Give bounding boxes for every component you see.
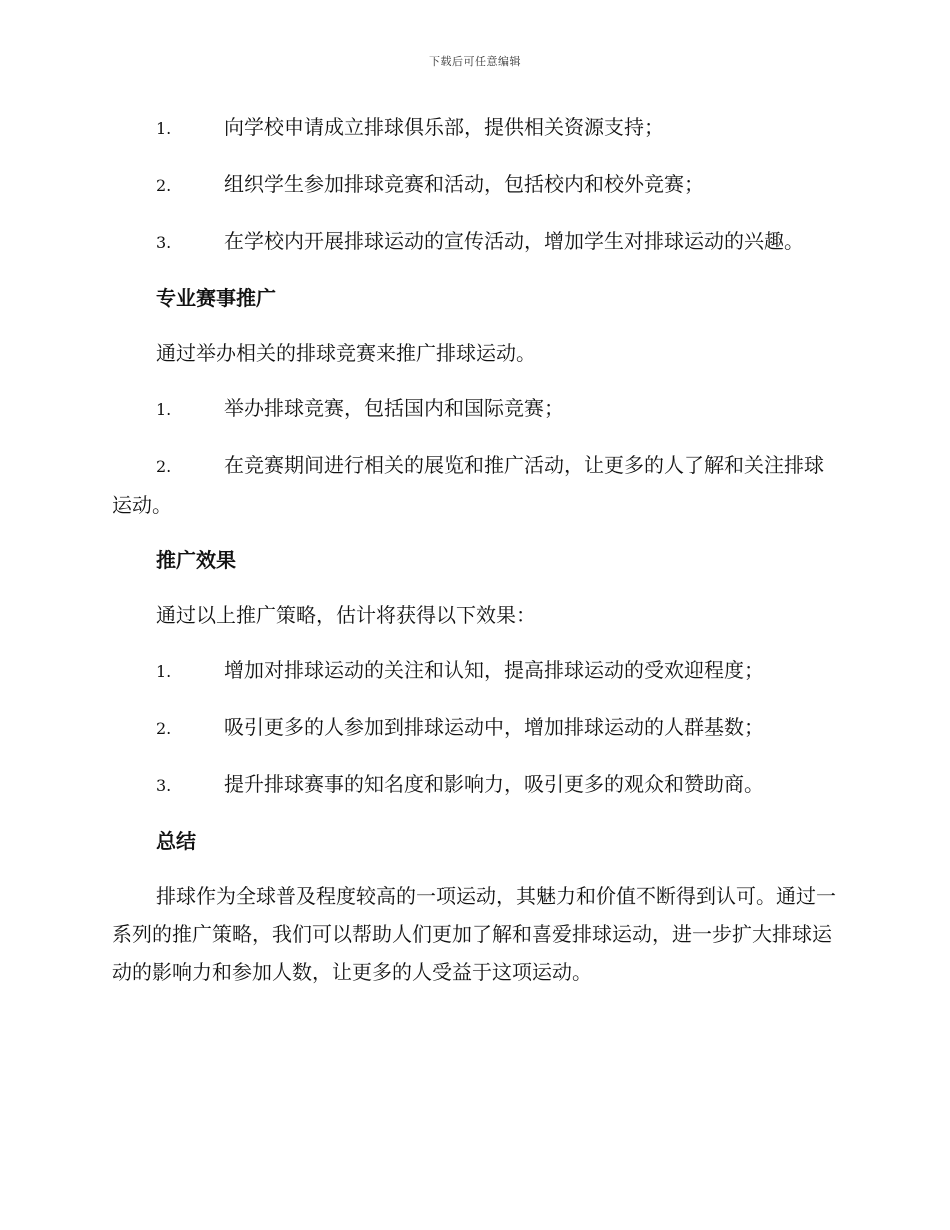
list-number: 3.: [156, 776, 172, 795]
list-number: 1.: [156, 662, 172, 681]
list-number: 2.: [156, 457, 172, 476]
summary-paragraph: 排球作为全球普及程度较高的一项运动，其魅力和价值不断得到认可。通过一系列的推广策略，我们可以帮助人们更加了解和喜爱排球运动，进一步扩大排球运动的影响力和参加人数，让更多的人受益于这项运动。: [112, 884, 836, 984]
list-item-text: 提升排球赛事的知名度和影响力，吸引更多的观众和赞助商。: [224, 772, 764, 796]
document-body: [112, 108, 837, 1008]
list-number: 1.: [156, 400, 172, 419]
list-item: [112, 165, 837, 205]
list-number: 2.: [156, 719, 172, 738]
list-number: 1.: [156, 119, 172, 138]
list-item-text: 增加对排球运动的关注和认知，提高排球运动的受欢迎程度；: [224, 658, 764, 682]
section-heading-pro: 专业赛事推广: [156, 286, 276, 310]
list-item: [112, 708, 837, 748]
page-header: 下载后可任意编辑: [429, 55, 521, 68]
list-item: [112, 222, 837, 262]
section-heading-summary: 总结: [156, 829, 196, 853]
list-item-text: 组织学生参加排球竞赛和活动，包括校内和校外竞赛；: [224, 172, 704, 196]
list-item-text: 举办排球竞赛，包括国内和国际竞赛；: [224, 396, 564, 420]
list-number: 2.: [156, 176, 172, 195]
list-number: 3.: [156, 233, 172, 252]
list-item: [112, 765, 837, 805]
list-item: [112, 108, 837, 148]
section-intro-effect: 通过以上推广策略，估计将获得以下效果：: [156, 603, 536, 627]
list-item-text: 在竞赛期间进行相关的展览和推广活动，让更多的人了解和关注排球运动。: [112, 453, 824, 517]
list-item: [112, 651, 837, 691]
list-item-text: 向学校申请成立排球俱乐部，提供相关资源支持；: [224, 115, 664, 139]
section-heading-effect: 推广效果: [156, 548, 236, 572]
list-item: [112, 389, 837, 429]
list-item-text: 在学校内开展排球运动的宣传活动，增加学生对排球运动的兴趣。: [224, 229, 804, 253]
list-item: [112, 446, 837, 524]
list-item-text: 吸引更多的人参加到排球运动中，增加排球运动的人群基数；: [224, 715, 764, 739]
section-intro-pro: 通过举办相关的排球竞赛来推广排球运动。: [156, 341, 536, 365]
